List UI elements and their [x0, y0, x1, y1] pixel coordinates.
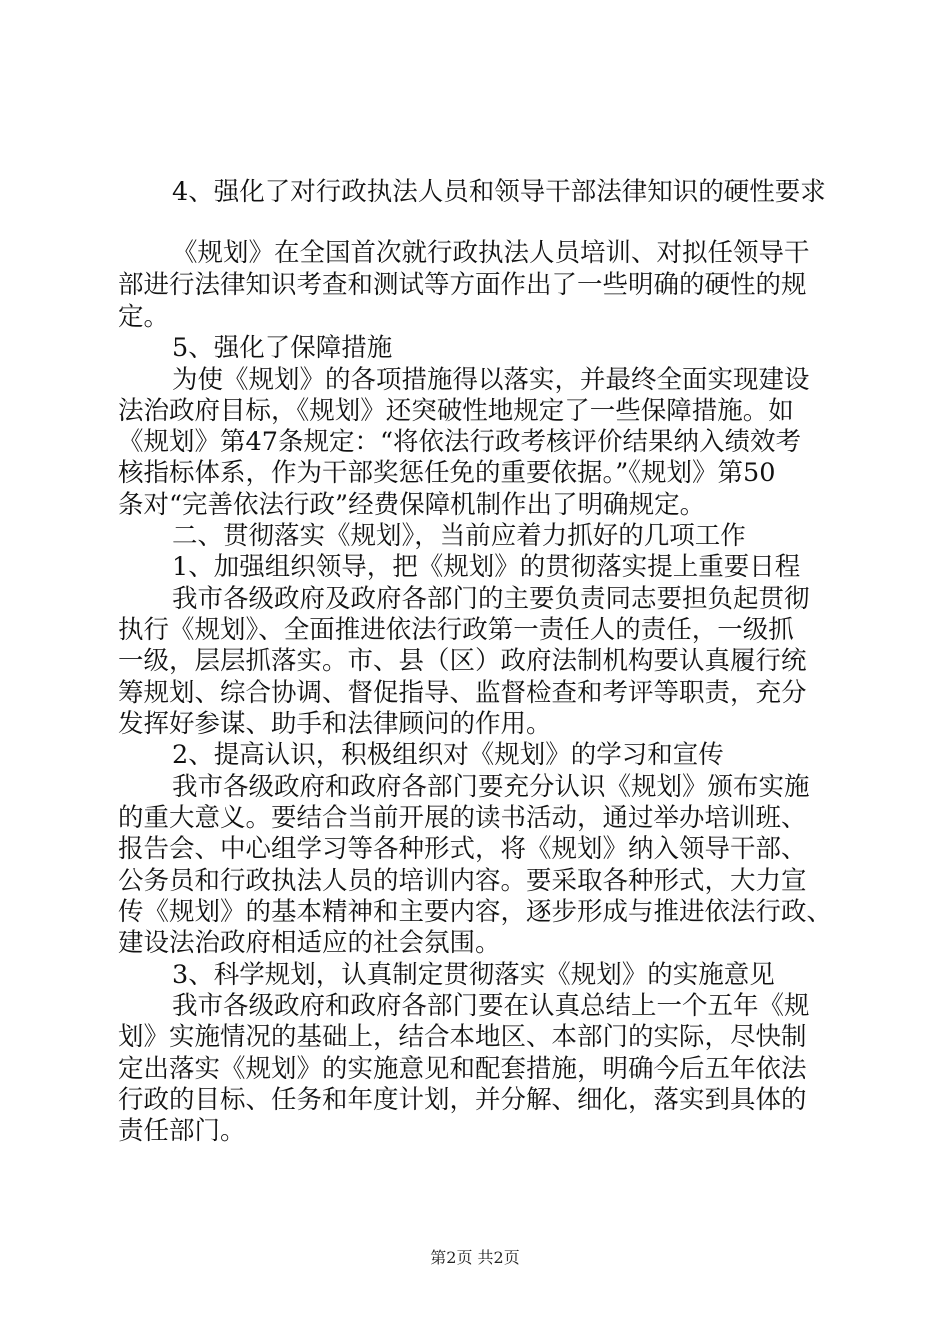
paragraph-line: 条对“完善依法行政”经费保障机制作出了明确规定。	[118, 490, 706, 520]
paragraph-line: 报告会、中心组学习等各种形式，将《规划》纳入领导干部、	[118, 834, 807, 864]
section-heading-5: 5、强化了保障措施	[172, 333, 393, 363]
paragraph-line: 执行《规划》、全面推进依法行政第一责任人的责任，一级抓	[118, 615, 794, 645]
section-heading-two: 二、贯彻落实《规划》，当前应着力抓好的几项工作	[172, 521, 746, 551]
paragraph-line: 传《规划》的基本精神和主要内容，逐步形成与推进依法行政、	[118, 897, 833, 927]
paragraph-line: 一级，层层抓落实。市、县（区）政府法制机构要认真履行统	[118, 646, 807, 676]
paragraph-line: 责任部门。	[118, 1116, 246, 1146]
paragraph-line: 为使《规划》的各项措施得以落实，并最终全面实现建设	[172, 365, 810, 395]
paragraph-line: 法治政府目标，《规划》还突破性地规定了一些保障措施。如	[118, 396, 794, 426]
paragraph-line: 《规划》第47条规定：“将依法行政考核评价结果纳入绩效考	[118, 427, 801, 457]
paragraph-line: 我市各级政府及政府各部门的主要负责同志要担负起贯彻	[172, 584, 810, 614]
paragraph-line: 《规划》在全国首次就行政执法人员培训、对拟任领导干	[172, 238, 810, 268]
paragraph-line: 我市各级政府和政府各部门要充分认识《规划》颁布实施	[172, 772, 810, 802]
paragraph-line: 核指标体系，作为干部奖惩任免的重要依据。”《规划》第50	[118, 458, 776, 488]
paragraph-line: 的重大意义。要结合当前开展的读书活动，通过举办培训班、	[118, 803, 807, 833]
paragraph-line: 筹规划、综合协调、督促指导、监督检查和考评等职责，充分	[118, 678, 807, 708]
section-heading-4: 4、强化了对行政执法人员和领导干部法律知识的硬性要求	[172, 177, 826, 207]
paragraph-line: 部进行法律知识考查和测试等方面作出了一些明确的硬性的规	[118, 270, 807, 300]
paragraph-line: 我市各级政府和政府各部门要在认真总结上一个五年《规	[172, 991, 810, 1021]
page-number-footer: 第2页 共2页	[430, 1248, 520, 1267]
paragraph-line: 公务员和行政执法人员的培训内容。要采取各种形式，大力宣	[118, 866, 807, 896]
subsection-heading-2: 2、提高认识，积极组织对《规划》的学习和宣传	[172, 740, 724, 770]
paragraph-line: 定出落实《规划》的实施意见和配套措施，明确今后五年依法	[118, 1054, 807, 1084]
paragraph-line: 划》实施情况的基础上，结合本地区、本部门的实际，尽快制	[118, 1022, 807, 1052]
paragraph-line: 发挥好参谋、助手和法律顾问的作用。	[118, 709, 552, 739]
paragraph-line: 定。	[118, 302, 170, 332]
paragraph-line: 行政的目标、任务和年度计划，并分解、细化，落实到具体的	[118, 1085, 807, 1115]
subsection-heading-1: 1、加强组织领导，把《规划》的贯彻落实提上重要日程	[172, 552, 801, 582]
paragraph-line: 建设法治政府相适应的社会氛围。	[118, 928, 501, 958]
subsection-heading-3: 3、科学规划，认真制定贯彻落实《规划》的实施意见	[172, 960, 775, 990]
